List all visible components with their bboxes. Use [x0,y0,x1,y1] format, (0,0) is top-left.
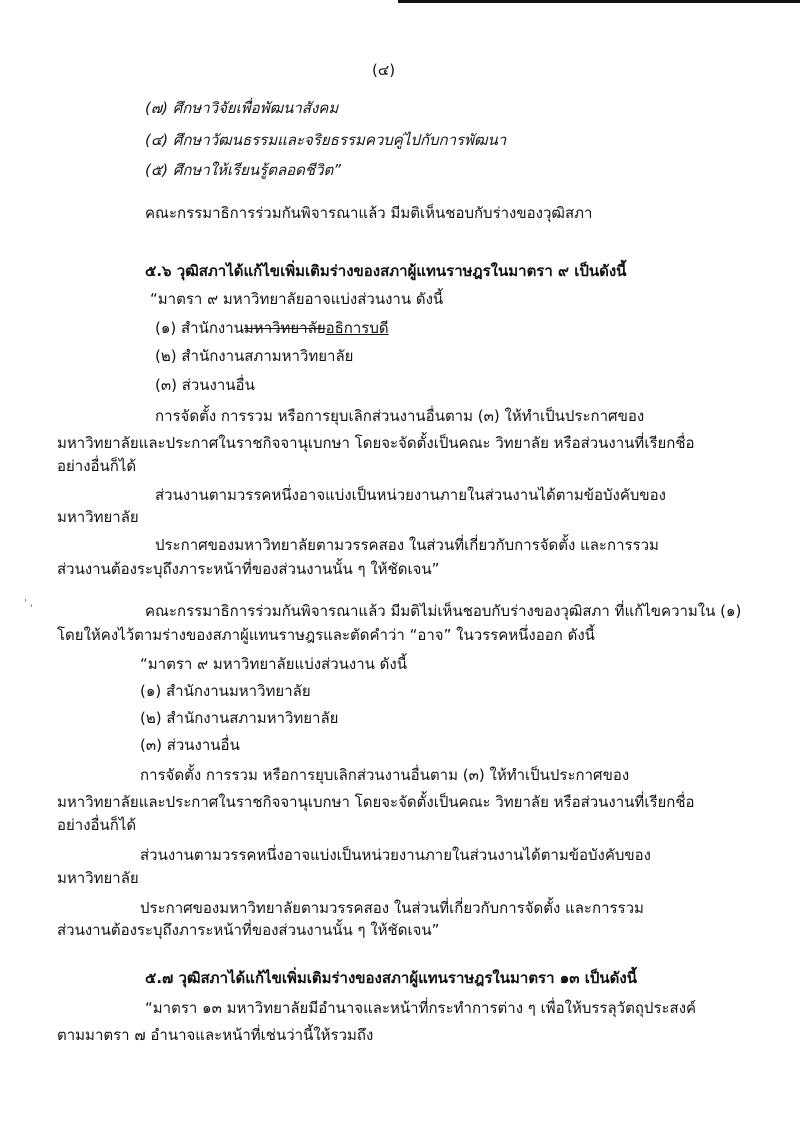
section-heading-5-6: ๕.๖ วุฒิสภาได้แก้ไขเพิ่มเติมร่างของสภาผู้แทนราษฎรในมาตรา ๙ เป็นดังนี้ [145,262,627,280]
paragraph-line: ส่วนงานต้องระบุถึงภาระหน้าที่ของส่วนงานนั้น ๆ ให้ชัดเจน” [57,560,440,578]
list-item: (๕) ศึกษาให้เรียนรู้ตลอดชีวิต” [145,161,342,179]
margin-mark: ' , [24,598,34,609]
committee-line: โดยให้คงไว้ตามร่างของสภาผู้แทนราษฎรและตัดคำว่า “อาจ” ในวรรคหนึ่งออก ดังนี้ [57,626,595,644]
committee-comment: คณะกรรมาธิการร่วมกันพิจารณาแล้ว มีมติเห็นชอบกับร่างของวุฒิสภา [145,204,593,222]
list-item: (๓) ส่วนงานอื่น [155,376,255,394]
list-item: (๓) ส่วนงานอื่น [140,736,240,754]
paragraph-line: ประกาศของมหาวิทยาลัยตามวรรคสอง ในส่วนที่เกี่ยวกับการจัดตั้ง และการรวม [155,536,659,554]
added-text: อธิการบดี [325,319,389,337]
list-item: (๗) ศึกษาวิจัยเพื่อพัฒนาสังคม [145,99,339,117]
page-number: (๔) [372,61,396,79]
paragraph-line: ส่วนงานตามวรรคหนึ่งอาจแบ่งเป็นหน่วยงานภายในส่วนงานได้ตามข้อบังคับของ [140,846,652,864]
paragraph-line: มหาวิทยาลัย [57,869,139,887]
paragraph-line: อย่างอื่นก็ได้ [57,816,137,834]
list-item: (๔) ศึกษาวัฒนธรรมและจริยธรรมควบคู่ไปกับการพัฒนา [145,131,507,149]
paragraph-line: มหาวิทยาลัย [57,508,139,526]
paragraph-line: อย่างอื่นก็ได้ [57,457,137,475]
section-heading-5-7: ๕.๗ วุฒิสภาได้แก้ไขเพิ่มเติมร่างของสภาผู้แทนราษฎรในมาตรา ๑๓ เป็นดังนี้ [145,969,637,987]
paragraph-line: ประกาศของมหาวิทยาลัยตามวรรคสอง ในส่วนที่เกี่ยวกับการจัดตั้ง และการรวม [140,899,644,917]
paragraph-line: ตามมาตรา ๗ อำนาจและหน้าที่เช่นว่านี้ให้รวมถึง [57,1026,374,1044]
committee-line: คณะกรรมาธิการร่วมกันพิจารณาแล้ว มีมติไม่เห็นชอบกับร่างของวุฒิสภา ที่แก้ไขความใน (๑) [145,602,742,620]
top-border-line [398,0,800,3]
paragraph-line: การจัดตั้ง การรวม หรือการยุบเลิกส่วนงานอื่นตาม (๓) ให้ทำเป็นประกาศของ [155,407,645,425]
paragraph-line: ส่วนงานต้องระบุถึงภาระหน้าที่ของส่วนงานนั้น ๆ ให้ชัดเจน” [57,921,440,939]
list-item [155,318,389,338]
paragraph-line: “มาตรา ๑๓ มหาวิทยาลัยมีอำนาจและหน้าที่กระทำการต่าง ๆ เพื่อให้บรรลุวัตถุประสงค์ [145,999,697,1017]
list-item: (๒) สำนักงานสภามหาวิทยาลัย [140,709,339,727]
paragraph-line: มหาวิทยาลัยและประกาศในราชกิจจานุเบกษา โดยจะจัดตั้งเป็นคณะ วิทยาลัย หรือส่วนงานที่เรียกชื่อ [57,793,695,811]
article-title: “มาตรา ๙ มหาวิทยาลัยแบ่งส่วนงาน ดังนี้ [140,655,407,673]
list-item: (๒) สำนักงานสภามหาวิทยาลัย [155,347,354,365]
item-prefix: (๑) สำนักงาน [155,319,244,337]
struck-text: มหาวิทยาลัย [243,319,326,337]
paragraph-line: ส่วนงานตามวรรคหนึ่งอาจแบ่งเป็นหน่วยงานภายในส่วนงานได้ตามข้อบังคับของ [155,486,667,504]
article-title: “มาตรา ๙ มหาวิทยาลัยอาจแบ่งส่วนงาน ดังนี้ [150,290,444,308]
paragraph-line: มหาวิทยาลัยและประกาศในราชกิจจานุเบกษา โดยจะจัดตั้งเป็นคณะ วิทยาลัย หรือส่วนงานที่เรียกชื่อ [57,434,695,452]
list-item: (๑) สำนักงานมหาวิทยาลัย [140,682,311,700]
paragraph-line: การจัดตั้ง การรวม หรือการยุบเลิกส่วนงานอื่นตาม (๓) ให้ทำเป็นประกาศของ [140,766,630,784]
